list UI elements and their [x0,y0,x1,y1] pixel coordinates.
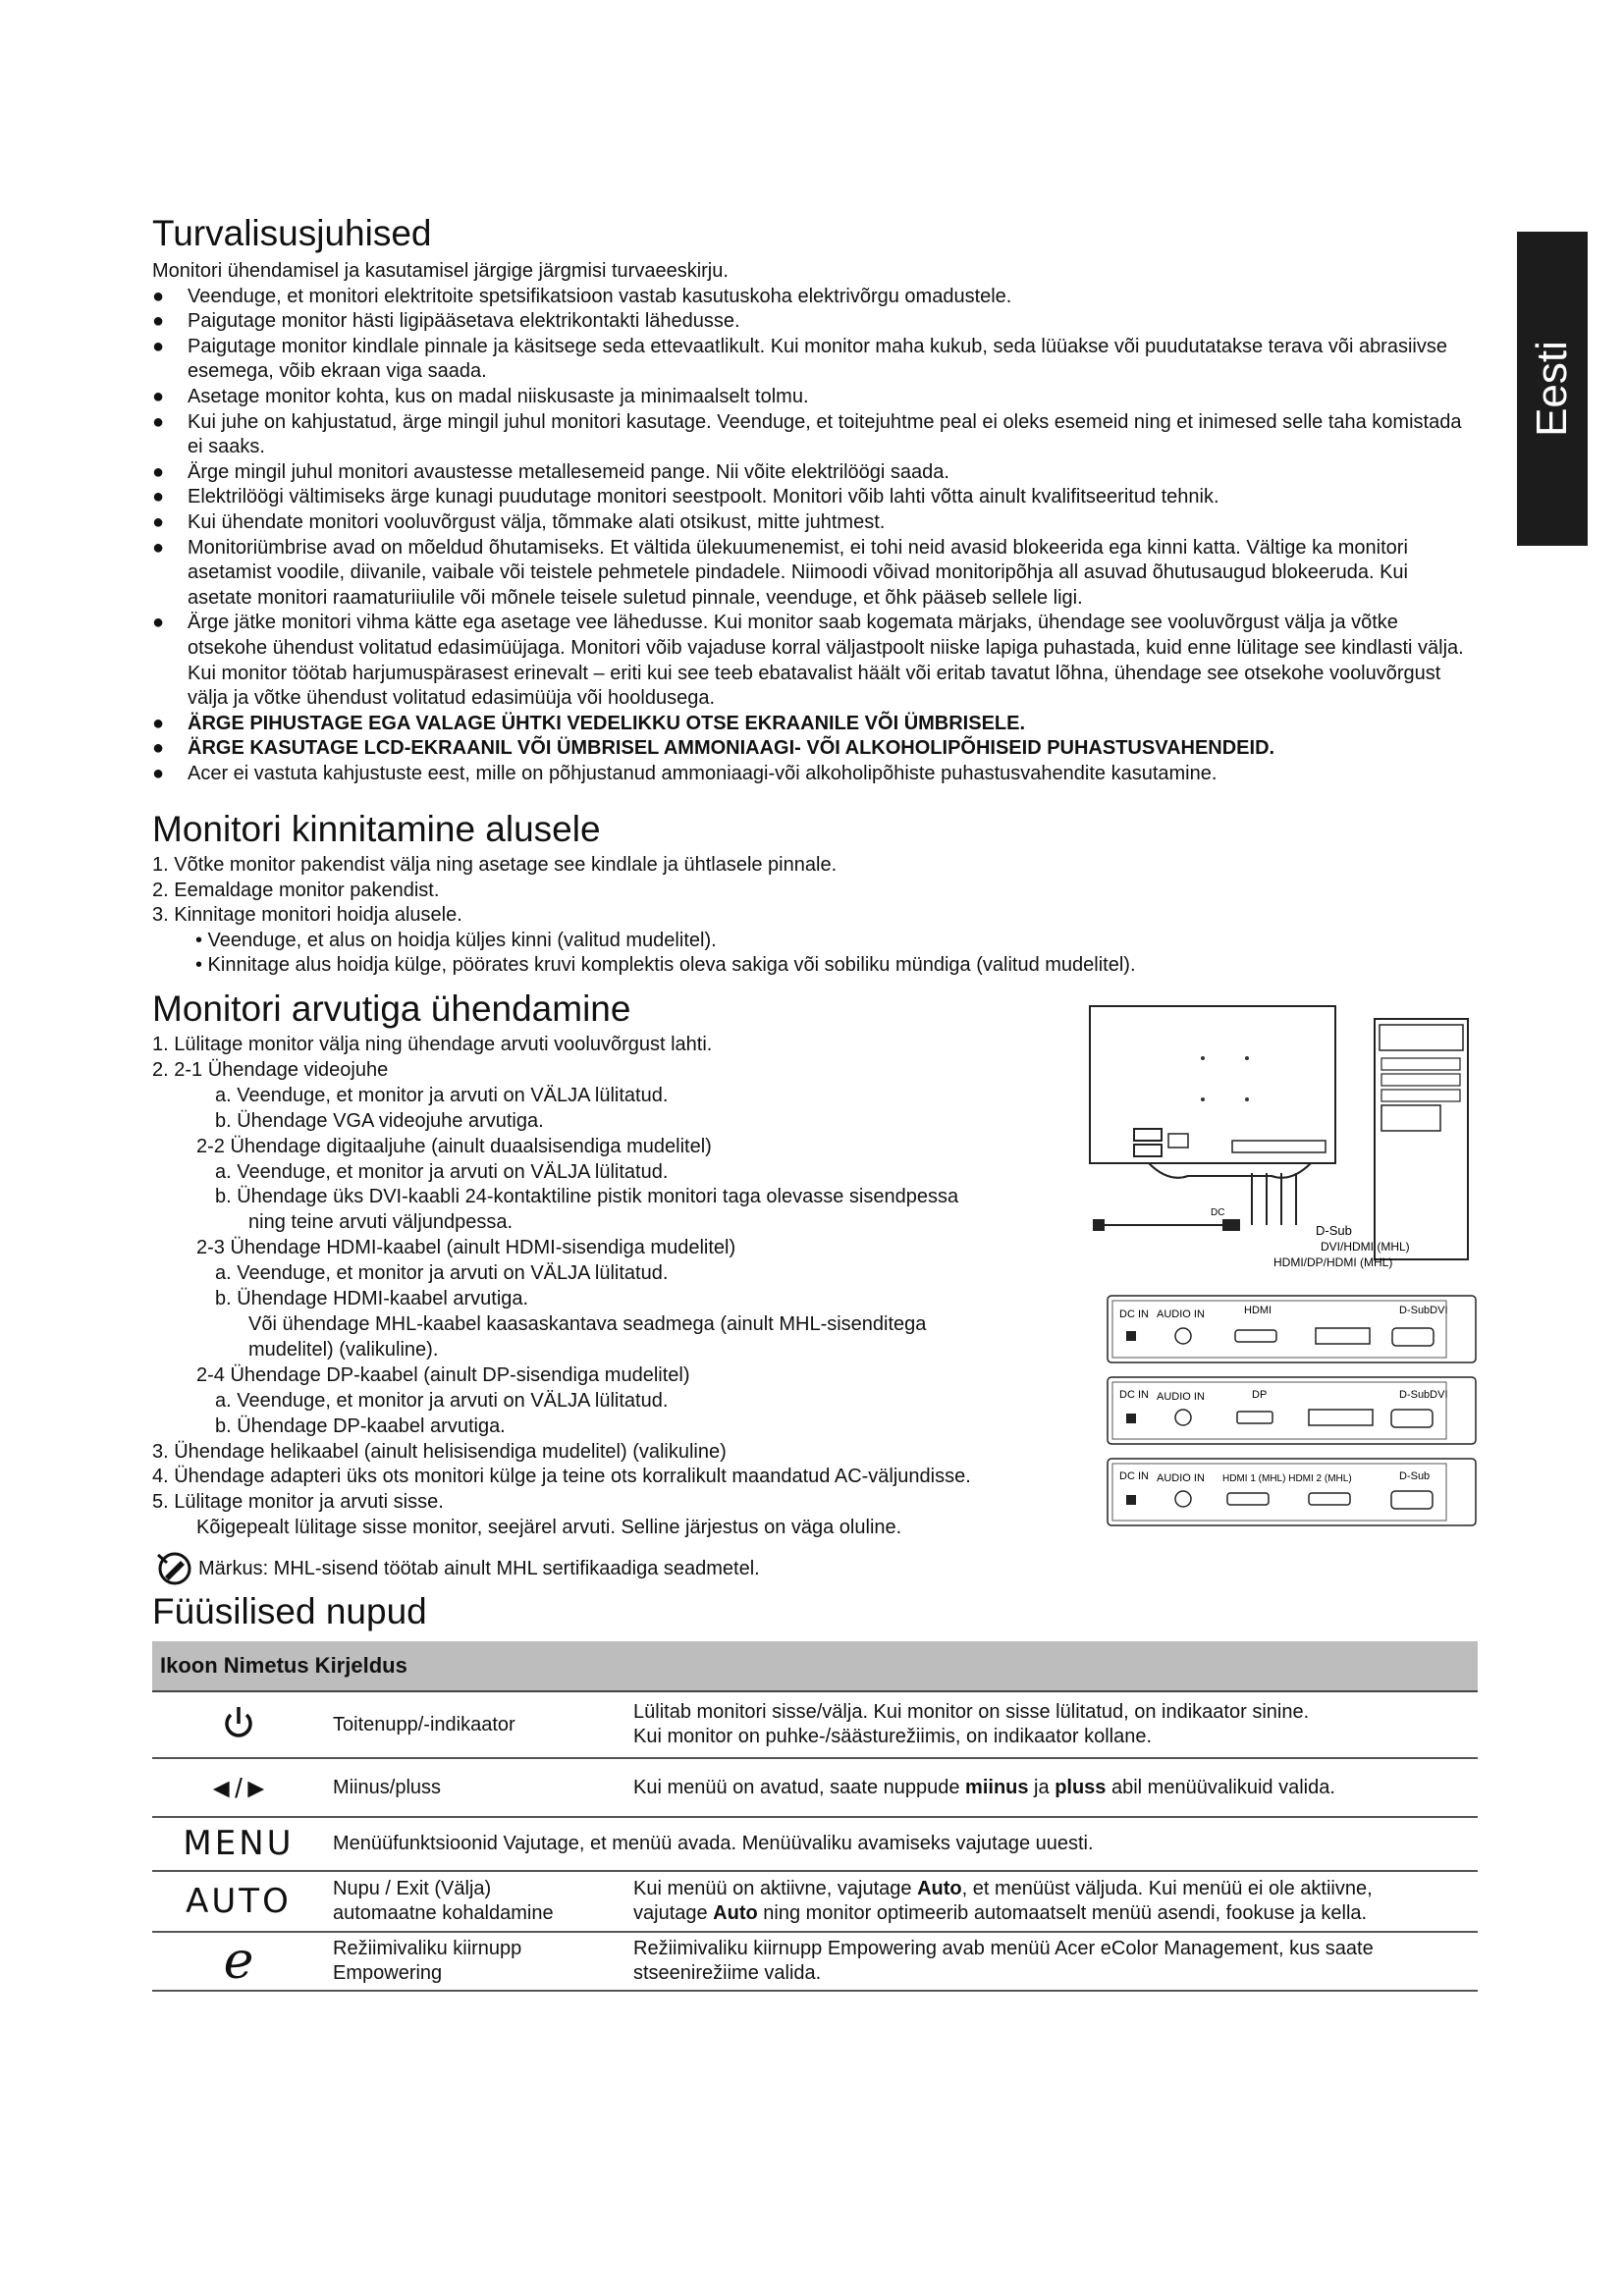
description-text: abil menüüvalikuid valida. [1106,1776,1335,1798]
panel-label: DP [1252,1389,1268,1401]
safety-item: ● Ärge jätke monitori vihma kätte ega asetage vee lähedusse. Kui monitor saab kogemata märjaks, ühendage see vooluvõrgust välja ja võtke otsekohe ühendust volitatud edasimüüjaga. Monitori võib vajaduse korral väljastpoolt niiske lapiga puhastada, kuid enne lülitage see kindlasti välja. Kui monitor töötab harjumuspärasest erinevalt – eriti kui see teeb ebatavalist häält või eritab tavatut lõhna, ühendage see otsekohe vooluvõrgust välja ja võtke ühendust volitatud edasimüüja või hooldusega. [152,611,1478,711]
button-description [625,1758,1478,1817]
connect-line: a. Veenduge, et monitor ja arvuti on VÄLJA lülitatud. [215,1389,669,1412]
stand-step: 1. Võtke monitor pakendist välja ning asetage see kindlale ja ühtlasele pinnale. [152,854,838,876]
safety-intro: Monitori ühendamisel ja kasutamisel järgige järgmisi turvaeeskirju. [152,260,729,282]
panel-label: HDMI [1244,1305,1272,1316]
description-text: vajutage [633,1902,714,1924]
panel-label: D-SubDVI [1399,1389,1448,1401]
safety-item: ● Ärge mingil juhul monitori avaustesse metallesemeid pange. Nii võite elektrilöögi saada. [152,460,1478,486]
description-line: stseenirežiime valida. [633,1962,822,1984]
table-header: Ikoon Nimetus Kirjeldus [152,1641,1478,1691]
connect-line: b. Ühendage üks DVI-kaabli 24-kontaktiline pistik monitori taga olevasse sisendpessa [215,1186,959,1208]
connect-line: 5. Lülitage monitor ja arvuti sisse. [152,1491,444,1514]
connect-line: a. Veenduge, et monitor ja arvuti on VÄLJA lülitatud. [215,1160,669,1183]
dvi-hdmi-label: DVI/HDMI (MHL) [1321,1240,1410,1254]
auto-icon [152,1871,325,1932]
pc-tower [1375,1019,1468,1259]
table-row [152,1817,1478,1871]
language-tab [1517,232,1588,546]
connect-line: 2-4 Ühendage DP-kaabel (ainult DP-sisendiga mudelitel) [196,1363,690,1386]
connect-line: Kõigepealt lülitage sisse monitor, seejärel arvuti. Selline järjestus on väga oluline. [196,1517,902,1539]
connect-line: 3. Ühendage helikaabel (ainult helisisendiga mudelitel) (valikuline) [152,1440,727,1463]
panel-label: HDMI 1 (MHL) HDMI 2 (MHL) [1222,1473,1352,1484]
safety-item: ● Veenduge, et monitori elektritoite spetsifikatsioon vastab kasutuskoha elektrivõrgu omadustele. [152,285,1478,310]
description-line [633,1877,1470,1901]
safety-warning: ● ÄRGE PIHUSTAGE EGA VALAGE ÜHTKI VEDELIKKU OTSE EKRAANILE VÕI ÜMBRISELE. [152,712,1478,737]
connect-title: Monitori arvutiga ühendamine [152,988,631,1029]
description-line [633,1901,1470,1926]
connect-line: 2. 2-1 Ühendage videojuhe [152,1058,389,1081]
description-text: ja [1028,1776,1056,1798]
table-row [152,1691,1478,1758]
minus-plus-icon: ◄/► [152,1758,325,1817]
panel-label: DC IN [1119,1470,1149,1482]
description-line: Kui monitor on puhke-/säästurežiimis, on indikaator kollane. [633,1726,1153,1747]
e-icon [152,1932,325,1991]
stand-substep: • Veenduge, et alus on hoidja küljes kinni (valitud mudelitel). [195,929,717,951]
safety-item: ● Kui juhe on kahjustatud, ärge mingil juhul monitori kasutage. Veenduge, et toitejuhtme peal ei oleks esemeid ning et inimesed selle taha komistada ei saaks. [152,410,1478,460]
safety-item: ● Kui ühendate monitori vooluvõrgust välja, tõmmake alati otsikust, mitte juhtmest. [152,510,1478,536]
menu-icon [152,1817,325,1871]
note-icon [155,1551,194,1586]
description-text: ning monitor optimeerib automaatselt menüü asendi, fookuse ja kella. [757,1902,1368,1924]
table-row [152,1758,1478,1817]
description-line: Režiimivaliku kiirnupp Empowering avab menüü Acer eColor Management, kus saate [633,1938,1374,1959]
panel-label: AUDIO IN [1157,1391,1205,1403]
button-description [625,1691,1478,1758]
button-description: Menüüfunktsioonid Vajutage, et menüü avada. Menüüvaliku avamiseks vajutage uuesti. [325,1817,1478,1871]
stand-substep: • Kinnitage alus hoidja külge, pöörates kruvi komplektis oleva sakiga või sobiliku mündiga (valitud mudelitel). [195,954,1136,977]
safety-item: ● Asetage monitor kohta, kus on madal niiskusaste ja minimaalselt tolmu. [152,385,1478,410]
hdmi-dp-label: HDMI/DP/HDMI (MHL) [1273,1255,1393,1269]
table-row [152,1871,1478,1932]
monitor-back [1090,1006,1335,1163]
connection-diagram [1075,1001,1488,1546]
connect-line: 4. Ühendage adapteri üks ots monitori külge ja teine ots korralikult maandatud AC-väljundisse. [152,1466,971,1488]
name-line: Empowering [333,1962,443,1984]
button-name [325,1871,625,1932]
connect-line: ning teine arvuti väljundpessa. [248,1211,514,1234]
buttons-title: Füüsilised nupud [152,1591,427,1631]
safety-title: Turvalisusjuhised [152,213,432,253]
button-description [625,1932,1478,1991]
description-line: Lülitab monitori sisse/välja. Kui monitor on sisse lülitatud, on indikaator sinine. [633,1701,1310,1723]
description-text: , et menüüst väljuda. Kui menüü ei ole aktiivne, [961,1878,1373,1899]
connect-line: b. Ühendage DP-kaabel arvutiga. [215,1415,506,1437]
name-line: automaatne kohaldamine [333,1902,554,1924]
name-line: Nupu / Exit (Välja) [333,1878,492,1899]
stand-step: 3. Kinnitage monitori hoidja alusele. [152,904,462,927]
description-bold: Auto [713,1902,758,1924]
safety-item: ● Acer ei vastuta kahjustuste eest, mille on põhjustanud ammoniaagi-või alkoholipõhiste puhastusvahendite kasutamine. [152,762,1478,787]
panel-label: D-Sub [1399,1470,1431,1482]
button-description [625,1871,1478,1932]
port-panel-1 [1108,1296,1476,1362]
stand-section [152,853,1478,979]
auto-icon-label: AUTO [186,1881,292,1921]
connect-line: 2-2 Ühendage digitaaljuhe (ainult duaalsisendiga mudelitel) [196,1135,712,1157]
buttons-table [152,1641,1478,1992]
description-text: Kui menüü on aktiivne, vajutage [633,1878,918,1899]
port-panel-3 [1108,1459,1476,1525]
connect-line: mudelitel) (valikuline). [248,1338,439,1361]
stand-title: Monitori kinnitamine alusele [152,809,601,849]
stand-step: 2. Eemaldage monitor pakendist. [152,879,440,901]
description-bold: pluss [1055,1776,1107,1798]
safety-item: ● Elektrilöögi vältimiseks ärge kunagi puudutage monitori seestpoolt. Monitori võib lahti võtta ainult kvalifitseeritud tehnik. [152,485,1478,510]
dsub-label: D-Sub [1316,1223,1352,1238]
safety-item: ● Monitoriümbrise avad on mõeldud õhutamiseks. Et vältida ülekuumenemist, ei tohi neid avasid blokeerida ega kinni katta. Vältige ka monitori asetamist voodile, diivanile, vaibale või teistele pehmetele pindadele. Niimoodi võivad monitoripõhja all asuvad õhutusaugud blokeeruda. Kui asetate monitori raamaturiiulile või mõnele teisele suletud pinnale, veenduge, et õhk pääseb sellele ligi. [152,536,1478,612]
safety-list [152,285,1478,787]
safety-item: ● Paigutage monitor kindlale pinnale ja käsitsege seda ettevaatlikult. Kui monitor maha kukub, seda lüüakse või puudutatakse terava või abrasiivse esemega, võib ekraan viga saada. [152,335,1478,385]
safety-item: ● Paigutage monitor hästi ligipääsetava elektrikontakti lähedusse. [152,309,1478,335]
button-name: Miinus/pluss [325,1758,625,1817]
connect-line: a. Veenduge, et monitor ja arvuti on VÄLJA lülitatud. [215,1262,669,1285]
connect-line: a. Veenduge, et monitor ja arvuti on VÄLJA lülitatud. [215,1084,669,1106]
mhl-note [155,1551,760,1586]
language-tab-label: Eesti [1528,341,1577,437]
description-bold: Auto [917,1878,962,1899]
menu-icon-label: MENU [183,1824,295,1863]
e-icon-glyph: e [223,1932,254,1991]
safety-section [152,259,1478,786]
connect-line: Või ühendage MHL-kaabel kaasaskantava seadmega (ainult MHL-sisenditega [248,1312,927,1335]
connect-line: 1. Lülitage monitor välja ning ühendage arvuti vooluvõrgust lahti. [152,1034,713,1055]
safety-warning: ● ÄRGE KASUTAGE LCD-EKRAANIL VÕI ÜMBRISEL AMMONIAAGI- VÕI ALKOHOLIPÕHISEID PUHASTUSVAHENDEID. [152,736,1478,762]
name-line: Režiimivaliku kiirnupp [333,1938,522,1959]
description-text: Kui menüü on avatud, saate nuppude [633,1776,966,1798]
power-icon [152,1691,325,1758]
panel-label: DC IN [1119,1389,1149,1401]
button-name [325,1932,625,1991]
panel-label: D-SubDVI [1399,1305,1448,1316]
note-text: Märkus: MHL-sisend töötab ainult MHL sertifikaadiga seadmetel. [198,1558,760,1579]
panel-label: AUDIO IN [1157,1308,1205,1320]
port-panel-2 [1108,1377,1476,1444]
dc-label: DC [1211,1207,1225,1218]
panel-label: AUDIO IN [1157,1472,1205,1484]
table-row [152,1932,1478,1991]
connect-line: b. Ühendage VGA videojuhe arvutiga. [215,1109,544,1132]
connect-line: b. Ühendage HDMI-kaabel arvutiga. [215,1288,529,1310]
connect-steps [152,1033,1075,1541]
connect-line: 2-3 Ühendage HDMI-kaabel (ainult HDMI-sisendiga mudelitel) [196,1237,736,1259]
description-bold: miinus [965,1776,1029,1798]
button-name: Toitenupp/-indikaator [325,1691,625,1758]
panel-label: DC IN [1119,1308,1149,1320]
